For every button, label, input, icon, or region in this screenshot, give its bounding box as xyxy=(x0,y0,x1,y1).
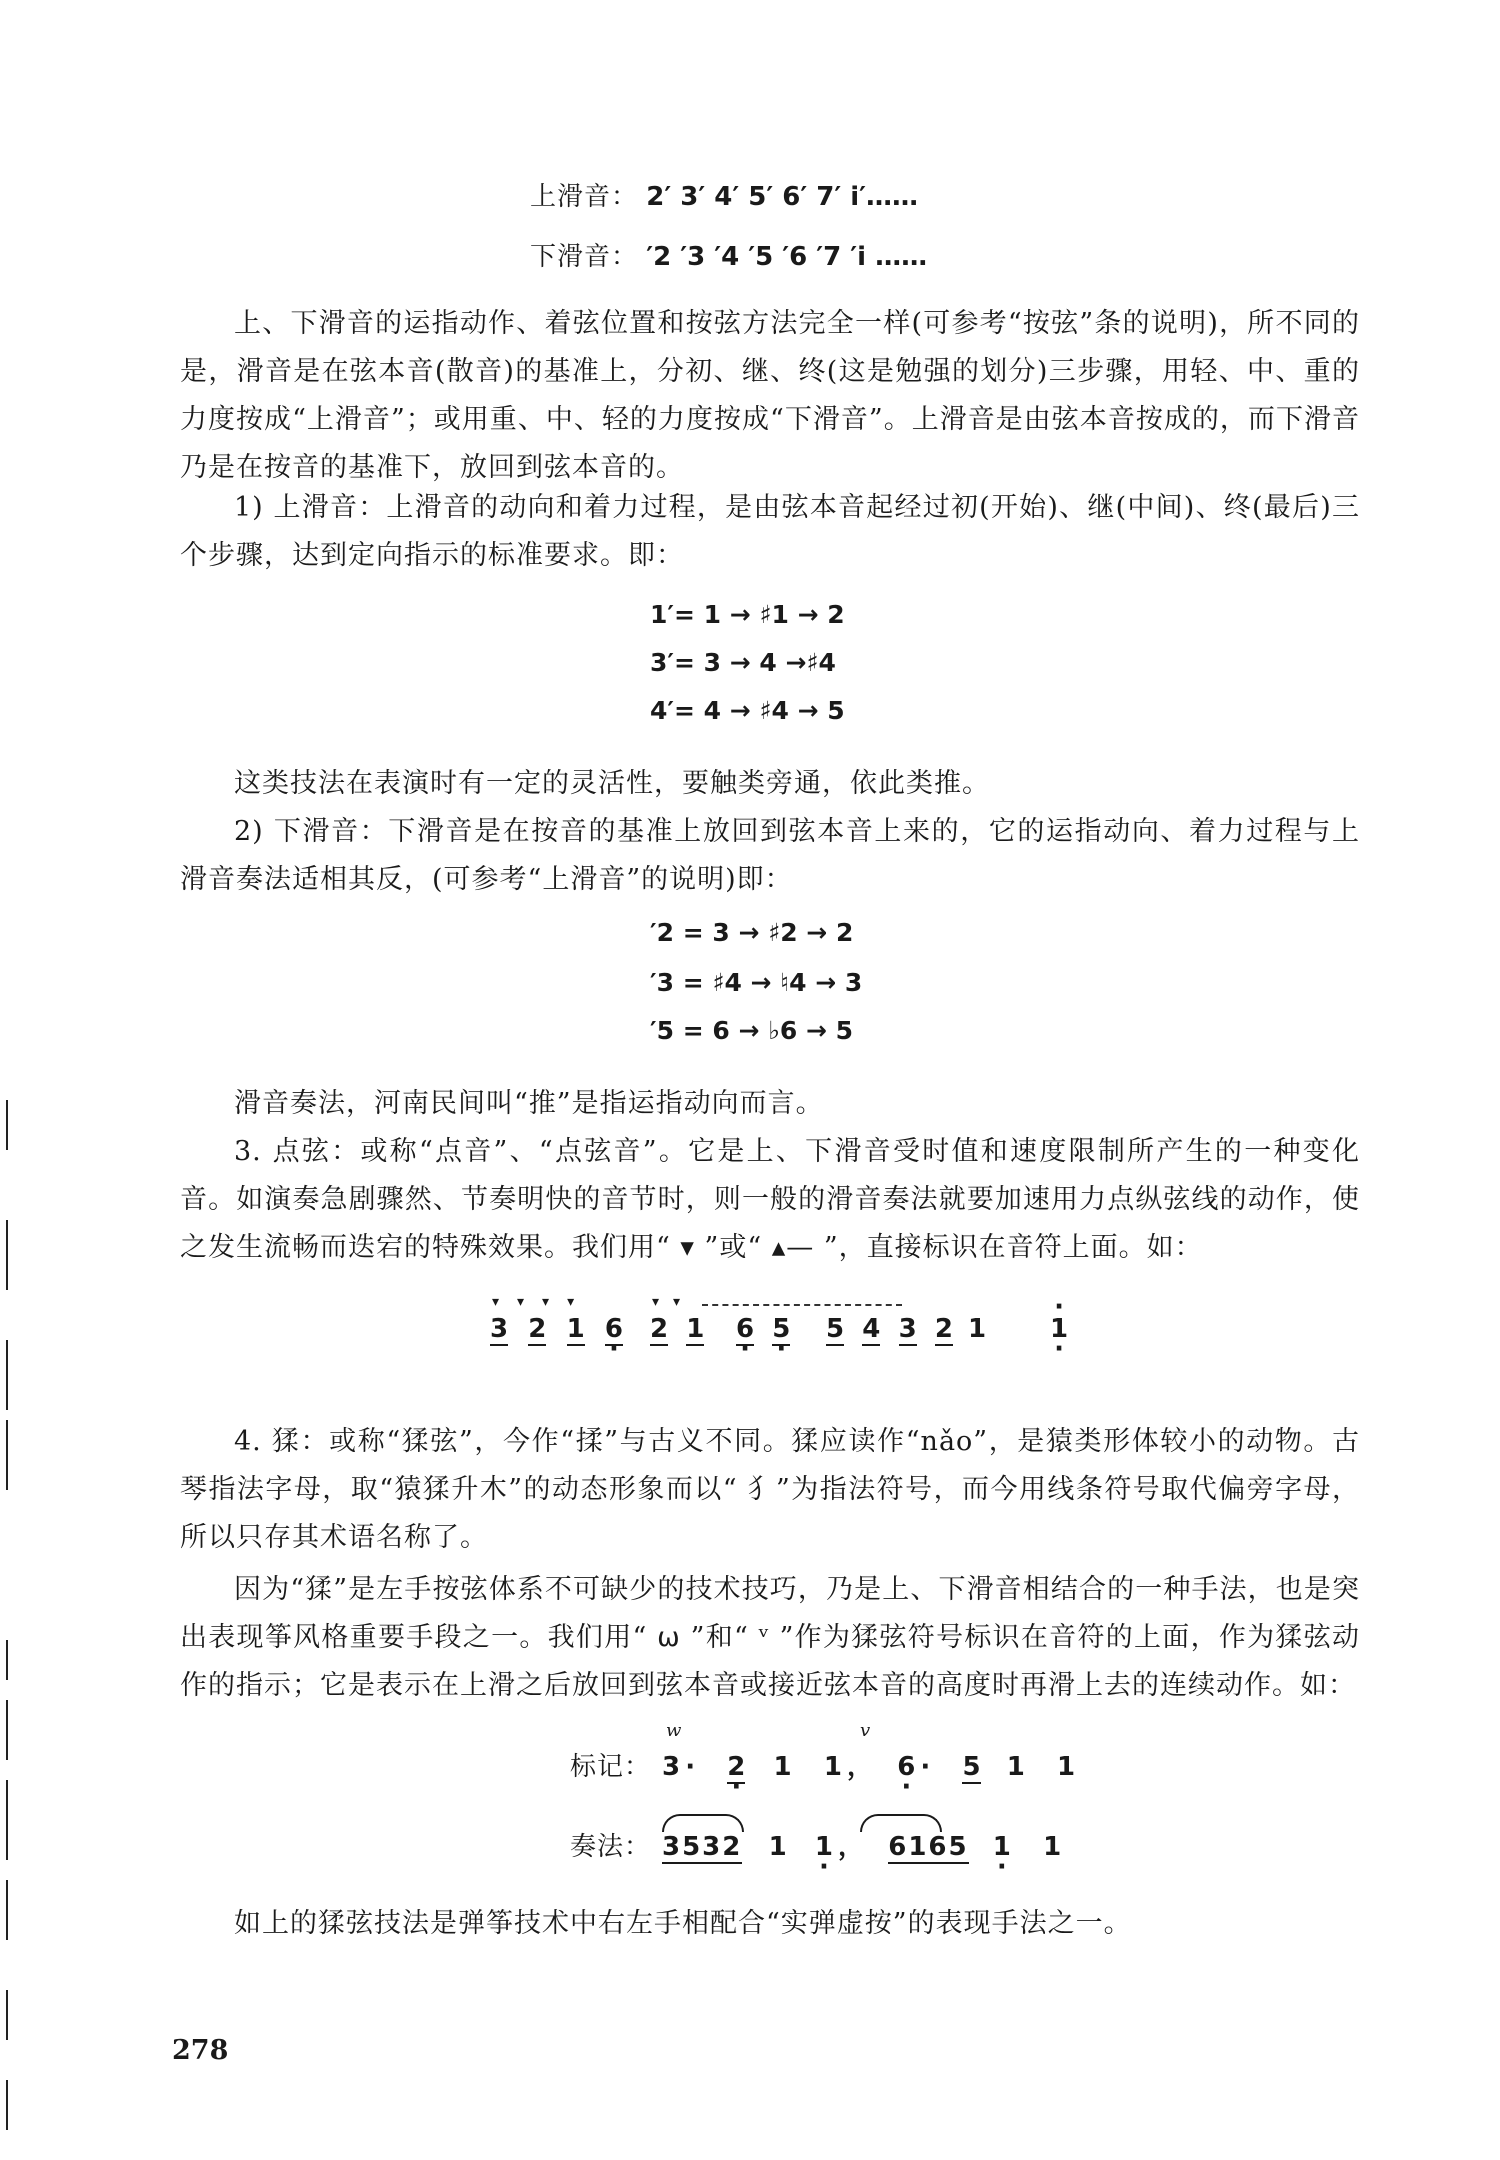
note: 1 xyxy=(566,1314,585,1344)
margin-scan-line xyxy=(6,1780,8,1860)
up-formula-1: 1′= 1 → ♯1 → 2 xyxy=(650,600,845,629)
margin-scan-line xyxy=(6,1100,8,1150)
nao-mark-notes xyxy=(662,1746,1075,1784)
note: 5 xyxy=(962,1752,981,1782)
note-group: 6165 xyxy=(888,1832,969,1862)
note-group: 3532 xyxy=(662,1832,743,1862)
note: 1 xyxy=(1006,1752,1025,1782)
note: 2 xyxy=(650,1314,669,1344)
dianxian-example xyxy=(490,1294,1090,1380)
dianxian-group-6 xyxy=(1050,1314,1068,1344)
paragraph-nao-detail: 因为“猱”是左手按弦体系不可缺少的技术技巧，乃是上、下滑音相结合的一种手法，也是突出表现筝风格重要手段之一。我们用“ ⍵ ”和“ ᵛ ”作为猱弦符号标识在音符的上面，作为猱弦动作的指示；它是表示在上滑之后放回到弦本音或接近弦本音的高度时再滑上去的连续动作。如： xyxy=(180,1574,1360,1701)
note-low: 6 · xyxy=(605,1314,623,1346)
note: 3 xyxy=(662,1752,681,1782)
nao-mark-label: 标记： xyxy=(570,1752,652,1782)
dianxian-group-3 xyxy=(736,1314,790,1346)
paragraph-dianxian: 3. 点弦：或称“点音”、“点弦音”。它是上、下滑音受时值和速度限制所产生的一种变化音。如演奏急剧骤然、节奏明快的音节时，则一般的滑音奏法就要加速用力点纵弦线的动作，使之发生流畅而迭宕的特殊效果。我们用“ ▾ ”或“ ▴— ”，直接标识在音符上面。如： xyxy=(180,1136,1360,1263)
paragraph-nao: 4. 猱：或称“猱弦”，今作“揉”与古义不同。猱应读作“nǎo”，是猿类形体较小的动物。古琴指法字母，取“猿猱升木”的动态形象而以“ 犭”为指法符号，而今用线条符号取代偏旁字母，所以只存其术语名称了。 xyxy=(180,1426,1360,1553)
note: 1 xyxy=(768,1832,787,1862)
down-glide-label: 下滑音： xyxy=(530,242,639,272)
down-glide-notes: ′2 ′3 ′4 ′5 ′6 ′7 ′i …… xyxy=(646,242,928,272)
dot-sign: · xyxy=(685,1752,696,1782)
paragraph-glide-intro: 上、下滑音的运指动作、着弦位置和按弦方法完全一样(可参考“按弦”条的说明)，所不同的是，滑音是在弦本音(散音)的基准上，分初、继、终(这是勉强的划分)三步骤，用轻、中、重的力度按成“上滑音”；或用重、中、轻的力度按成“下滑音”。上滑音是由弦本音按成的，而下滑音乃是在按音的基准下，放回到弦本音的。 xyxy=(180,308,1360,483)
paragraph-closing: 如上的猱弦技法是弹筝技术中右左手相配合“实弹虚按”的表现手法之一。 xyxy=(234,1908,1132,1939)
note-low: 6 · xyxy=(736,1314,754,1346)
note: 3 xyxy=(490,1314,509,1344)
nao-v-symbol: v xyxy=(860,1720,871,1741)
margin-scan-line xyxy=(6,1990,8,2040)
paragraph-henan: 滑音奏法，河南民间叫“推”是指运指动向而言。 xyxy=(234,1088,824,1119)
nao-play-notes xyxy=(662,1826,1061,1864)
up-formula-3: 4′= 4 → ♯4 → 5 xyxy=(650,696,845,725)
paragraph-flexibility: 这类技法在表演时有一定的灵活性，要触类旁通，依此类推。 xyxy=(234,768,990,799)
note-low: 1 · xyxy=(993,1832,1011,1862)
note-low: 5 · xyxy=(772,1314,790,1346)
note-low: 6 · xyxy=(897,1752,915,1782)
dianxian-group-1 xyxy=(490,1314,623,1346)
nao-w-symbol: w xyxy=(666,1720,682,1741)
note-low: 2 · xyxy=(727,1752,745,1784)
note: 5 xyxy=(826,1314,845,1344)
note: 1 xyxy=(1043,1832,1062,1862)
up-glide-label: 上滑音： xyxy=(530,182,639,212)
note: 1 xyxy=(773,1752,792,1782)
down-formula-1: ′2 = 3 → ♯2 → 2 xyxy=(650,918,854,947)
up-glide-notes: 2′ 3′ 4′ 5′ 6′ 7′ i′…… xyxy=(646,182,919,212)
comma: ， xyxy=(838,1832,865,1862)
margin-scan-line xyxy=(6,1880,8,1940)
paragraph-up-glide: 1) 上滑音：上滑音的动向和着力过程，是由弦本音起经过初(开始)、继(中间)、终(最后)三个步骤，达到定向指示的标准要求。即： xyxy=(180,492,1360,571)
note: 1 xyxy=(686,1314,705,1344)
note: 4 xyxy=(862,1314,881,1344)
dianxian-group-5 xyxy=(968,1314,986,1344)
margin-scan-line xyxy=(6,1220,8,1290)
down-formula-2: ′3 = ♯4 → ♮4 → 3 xyxy=(650,968,863,997)
note: 3 xyxy=(898,1314,917,1344)
margin-scan-line xyxy=(6,1640,8,1680)
note: 1 xyxy=(823,1752,842,1782)
down-formula-3: ′5 = 6 → ♭6 → 5 xyxy=(650,1016,854,1045)
dianxian-marks-1: ▾▾▾▾ xyxy=(492,1294,593,1310)
margin-scan-line xyxy=(6,1420,8,1490)
dianxian-dashes xyxy=(702,1304,902,1306)
dianxian-group-2 xyxy=(650,1314,704,1346)
page-number: 278 xyxy=(172,2035,229,2066)
up-glide-line xyxy=(530,176,918,213)
dianxian-group-4 xyxy=(826,1314,953,1346)
paragraph-down-glide: 2) 下滑音：下滑音是在按音的基准上放回到弦本音上来的，它的运指动向、着力过程与上滑音奏法适相其反，(可参考“上滑音”的说明)即： xyxy=(180,816,1360,895)
note-low: 1 · xyxy=(815,1832,833,1862)
note-marked: · 1 · xyxy=(1050,1314,1068,1344)
note: 1 xyxy=(968,1314,987,1344)
note: 1 xyxy=(1057,1752,1076,1782)
nao-play-label: 奏法： xyxy=(570,1832,652,1862)
note: 2 xyxy=(528,1314,547,1344)
comma: ， xyxy=(847,1752,874,1782)
dianxian-marks-2: ▾▾ xyxy=(652,1294,695,1310)
dot-sign: · xyxy=(920,1752,931,1782)
nao-play-line xyxy=(570,1820,1090,1880)
note: 2 xyxy=(934,1314,953,1344)
margin-scan-line xyxy=(6,2080,8,2130)
margin-scan-line xyxy=(6,1340,8,1410)
up-formula-2: 3′= 3 → 4 →♯4 xyxy=(650,648,836,677)
nao-mark-line xyxy=(570,1720,1090,1800)
margin-scan-line xyxy=(6,1700,8,1760)
down-glide-line xyxy=(530,236,927,273)
